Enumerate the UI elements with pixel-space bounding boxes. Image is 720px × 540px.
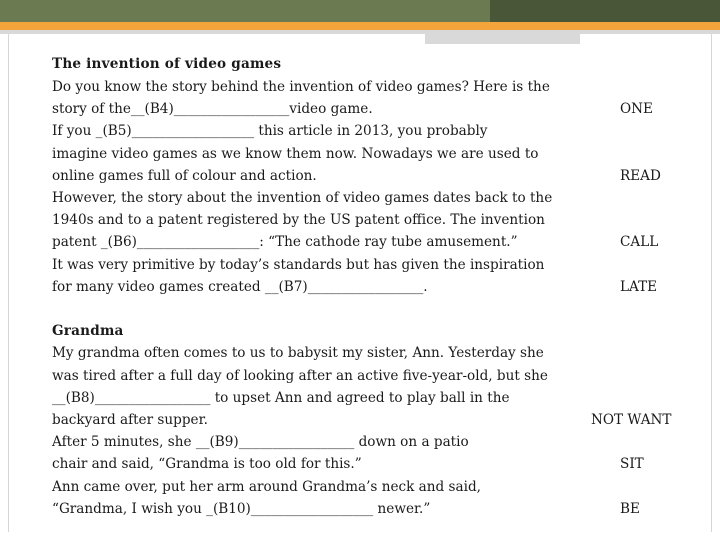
section2-line: backyard after supper. bbox=[52, 412, 208, 428]
top-bar-highlight bbox=[0, 0, 490, 22]
word-form-prompt: READ bbox=[620, 168, 661, 184]
section2-line: Ann came over, put her arm around Grandma’s neck and said, bbox=[52, 479, 482, 495]
section1-line: patent _(B6)__________________: “The cathode ray tube amusement.” bbox=[52, 234, 518, 250]
section2-line: chair and said, “Grandma is too old for this.” bbox=[52, 456, 362, 472]
section1-line: However, the story about the invention of video games dates back to the bbox=[52, 190, 553, 206]
word-form-prompt: NOT WANT bbox=[591, 412, 672, 428]
word-form-prompt: BE bbox=[620, 501, 640, 517]
section2-title: Grandma bbox=[52, 323, 124, 339]
top-bar bbox=[0, 0, 720, 22]
section2-line: My grandma often comes to us to babysit my sister, Ann. Yesterday she bbox=[52, 345, 544, 361]
word-form-prompt: ONE bbox=[620, 101, 653, 117]
section1-line: story of the__(B4)_________________video game. bbox=[52, 101, 373, 117]
section1-title: The invention of video games bbox=[52, 56, 282, 72]
word-form-prompt: SIT bbox=[620, 456, 644, 472]
section1-line: It was very primitive by today’s standards but has given the inspiration bbox=[52, 257, 545, 273]
section1-line: 1940s and to a patent registered by the US patent office. The invention bbox=[52, 212, 545, 228]
section2-line: “Grandma, I wish you _(B10)__________________ newer.” bbox=[52, 501, 431, 517]
section2-line: __(B8)_________________ to upset Ann and agreed to play ball in the bbox=[52, 390, 510, 406]
section1-line: If you _(B5)__________________ this article in 2013, you probably bbox=[52, 123, 488, 139]
section1-line: imagine video games as we know them now. Nowadays we are used to bbox=[52, 146, 539, 162]
section1-line: Do you know the story behind the invention of video games? Here is the bbox=[52, 79, 550, 95]
section1-line: online games full of colour and action. bbox=[52, 168, 317, 184]
section2-line: was tired after a full day of looking after an active five-year-old, but she bbox=[52, 368, 548, 384]
section1-line: for many video games created __(B7)_________________. bbox=[52, 279, 428, 295]
section2-line: After 5 minutes, she __(B9)_________________ down on a patio bbox=[52, 434, 469, 450]
word-form-prompt: LATE bbox=[620, 279, 658, 295]
accent-line bbox=[0, 22, 720, 30]
word-form-prompt: CALL bbox=[620, 234, 659, 250]
